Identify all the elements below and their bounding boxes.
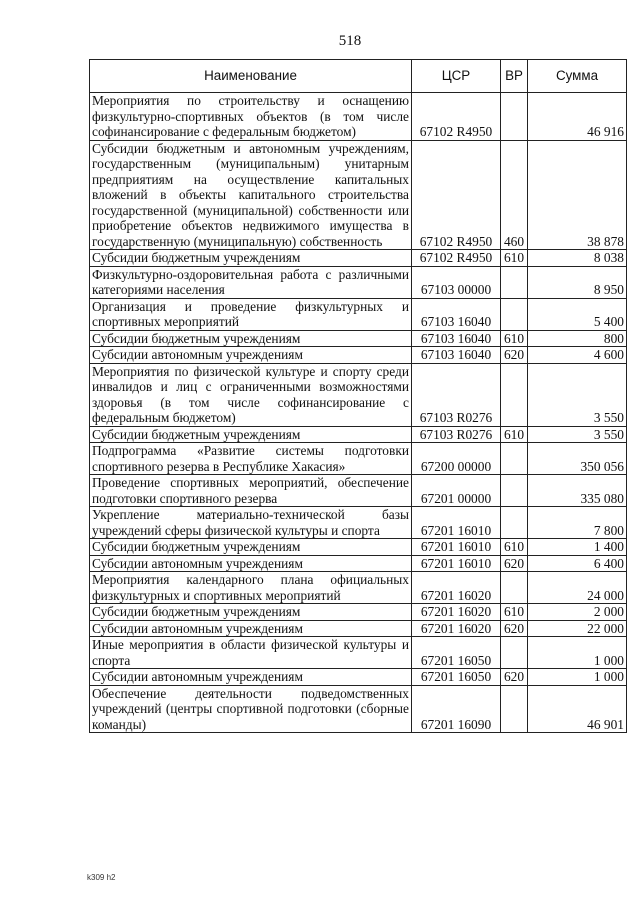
row-name-cell: Субсидии бюджетным и автономным учреждениям, государственным (муниципальным) унитарным предприятиям на осуществление капитальных вложений в объекты капитального строительства государственной (муниципальной) собственности или приобретение объектов недвижимого имущества в государственную (муниципальную) собственность xyxy=(90,140,412,250)
table-row xyxy=(90,363,627,426)
row-name-cell: Проведение спортивных мероприятий, обеспечение подготовки спортивного резерва xyxy=(90,475,412,507)
row-vr-cell xyxy=(501,685,528,733)
row-sum-cell: 5 400 xyxy=(528,298,627,330)
row-sum-cell: 38 878 xyxy=(528,140,627,250)
row-vr-cell: 620 xyxy=(501,347,528,364)
row-vr-cell xyxy=(501,298,528,330)
row-sum-cell: 22 000 xyxy=(528,620,627,637)
row-name-cell: Мероприятия календарного плана официальных физкультурных и спортивных мероприятий xyxy=(90,572,412,604)
row-name-cell: Подпрограмма «Развитие системы подготовки спортивного резерва в Республике Хакасия» xyxy=(90,443,412,475)
column-header-csr: ЦСР xyxy=(412,60,501,93)
row-csr-cell: 67201 16050 xyxy=(412,669,501,686)
row-csr-cell: 67200 00000 xyxy=(412,443,501,475)
row-vr-cell xyxy=(501,266,528,298)
table-body xyxy=(90,93,627,733)
table-header-row xyxy=(90,60,627,93)
row-sum-cell: 3 550 xyxy=(528,426,627,443)
row-csr-cell: 67103 16040 xyxy=(412,347,501,364)
row-csr-cell: 67103 16040 xyxy=(412,330,501,347)
row-name-cell: Субсидии автономным учреждениям xyxy=(90,347,412,364)
row-csr-cell: 67201 16010 xyxy=(412,539,501,556)
row-name-cell: Мероприятия по физической культуре и спорту среди инвалидов и лиц с ограниченными возможностями здоровья (в том числе софинансирование с федеральным бюджетом) xyxy=(90,363,412,426)
row-vr-cell: 610 xyxy=(501,250,528,267)
row-vr-cell: 620 xyxy=(501,620,528,637)
table-row xyxy=(90,347,627,364)
row-vr-cell: 610 xyxy=(501,330,528,347)
row-name-cell: Субсидии бюджетным учреждениям xyxy=(90,539,412,556)
table-row xyxy=(90,443,627,475)
column-header-vr: ВР xyxy=(501,60,528,93)
row-name-cell: Организация и проведение физкультурных и спортивных мероприятий xyxy=(90,298,412,330)
table-row xyxy=(90,250,627,267)
row-name-cell: Укрепление материально-технической базы учреждений сферы физической культуры и спорта xyxy=(90,507,412,539)
table-row xyxy=(90,140,627,250)
row-sum-cell: 350 056 xyxy=(528,443,627,475)
row-sum-cell: 46 916 xyxy=(528,93,627,141)
row-vr-cell: 460 xyxy=(501,140,528,250)
row-csr-cell: 67201 16020 xyxy=(412,604,501,621)
row-vr-cell xyxy=(501,475,528,507)
row-name-cell: Субсидии автономным учреждениям xyxy=(90,669,412,686)
row-csr-cell: 67103 00000 xyxy=(412,266,501,298)
row-sum-cell: 1 400 xyxy=(528,539,627,556)
row-vr-cell xyxy=(501,363,528,426)
budget-table xyxy=(89,59,627,733)
row-sum-cell: 24 000 xyxy=(528,572,627,604)
row-sum-cell: 4 600 xyxy=(528,347,627,364)
row-csr-cell: 67201 16010 xyxy=(412,507,501,539)
table-row xyxy=(90,330,627,347)
row-csr-cell: 67102 R4950 xyxy=(412,250,501,267)
row-sum-cell: 46 901 xyxy=(528,685,627,733)
row-vr-cell xyxy=(501,93,528,141)
row-name-cell: Мероприятия по строительству и оснащению физкультурно-спортивных объектов (в том числе софинансирование с федеральным бюджетом) xyxy=(90,93,412,141)
row-csr-cell: 67201 16020 xyxy=(412,572,501,604)
row-vr-cell: 610 xyxy=(501,539,528,556)
row-vr-cell: 610 xyxy=(501,426,528,443)
row-csr-cell: 67201 16090 xyxy=(412,685,501,733)
row-vr-cell xyxy=(501,637,528,669)
row-sum-cell: 7 800 xyxy=(528,507,627,539)
row-vr-cell xyxy=(501,572,528,604)
row-sum-cell: 8 950 xyxy=(528,266,627,298)
row-csr-cell: 67201 16020 xyxy=(412,620,501,637)
row-name-cell: Обеспечение деятельности подведомственных учреждений (центры спортивной подготовки (сборные команды) xyxy=(90,685,412,733)
row-name-cell: Субсидии бюджетным учреждениям xyxy=(90,330,412,347)
table-row xyxy=(90,93,627,141)
row-name-cell: Субсидии бюджетным учреждениям xyxy=(90,604,412,621)
table-row xyxy=(90,426,627,443)
table-row xyxy=(90,669,627,686)
table-row xyxy=(90,475,627,507)
table-row xyxy=(90,604,627,621)
row-name-cell: Субсидии автономным учреждениям xyxy=(90,555,412,572)
row-sum-cell: 3 550 xyxy=(528,363,627,426)
table-row xyxy=(90,555,627,572)
row-vr-cell: 610 xyxy=(501,604,528,621)
table-row xyxy=(90,685,627,733)
table-row xyxy=(90,539,627,556)
row-csr-cell: 67201 16010 xyxy=(412,555,501,572)
row-name-cell: Физкультурно-оздоровительная работа с различными категориями населения xyxy=(90,266,412,298)
column-header-sum: Сумма xyxy=(528,60,627,93)
row-csr-cell: 67102 R4950 xyxy=(412,140,501,250)
table-row xyxy=(90,298,627,330)
row-vr-cell: 620 xyxy=(501,669,528,686)
row-sum-cell: 335 080 xyxy=(528,475,627,507)
row-name-cell: Субсидии автономным учреждениям xyxy=(90,620,412,637)
page-number: 518 xyxy=(338,33,362,49)
row-vr-cell: 620 xyxy=(501,555,528,572)
row-csr-cell: 67103 16040 xyxy=(412,298,501,330)
row-sum-cell: 6 400 xyxy=(528,555,627,572)
table-row xyxy=(90,572,627,604)
row-vr-cell xyxy=(501,507,528,539)
row-name-cell: Субсидии бюджетным учреждениям xyxy=(90,426,412,443)
footer-code: k309 h2 xyxy=(87,873,116,882)
row-csr-cell: 67201 16050 xyxy=(412,637,501,669)
row-csr-cell: 67103 R0276 xyxy=(412,363,501,426)
row-name-cell: Субсидии бюджетным учреждениям xyxy=(90,250,412,267)
row-vr-cell xyxy=(501,443,528,475)
table-row xyxy=(90,637,627,669)
column-header-name: Наименование xyxy=(90,60,412,93)
row-csr-cell: 67201 00000 xyxy=(412,475,501,507)
row-sum-cell: 1 000 xyxy=(528,637,627,669)
table-row xyxy=(90,507,627,539)
row-csr-cell: 67103 R0276 xyxy=(412,426,501,443)
row-sum-cell: 800 xyxy=(528,330,627,347)
row-sum-cell: 8 038 xyxy=(528,250,627,267)
row-sum-cell: 1 000 xyxy=(528,669,627,686)
table-row xyxy=(90,620,627,637)
row-csr-cell: 67102 R4950 xyxy=(412,93,501,141)
row-name-cell: Иные мероприятия в области физической культуры и спорта xyxy=(90,637,412,669)
table-row xyxy=(90,266,627,298)
row-sum-cell: 2 000 xyxy=(528,604,627,621)
